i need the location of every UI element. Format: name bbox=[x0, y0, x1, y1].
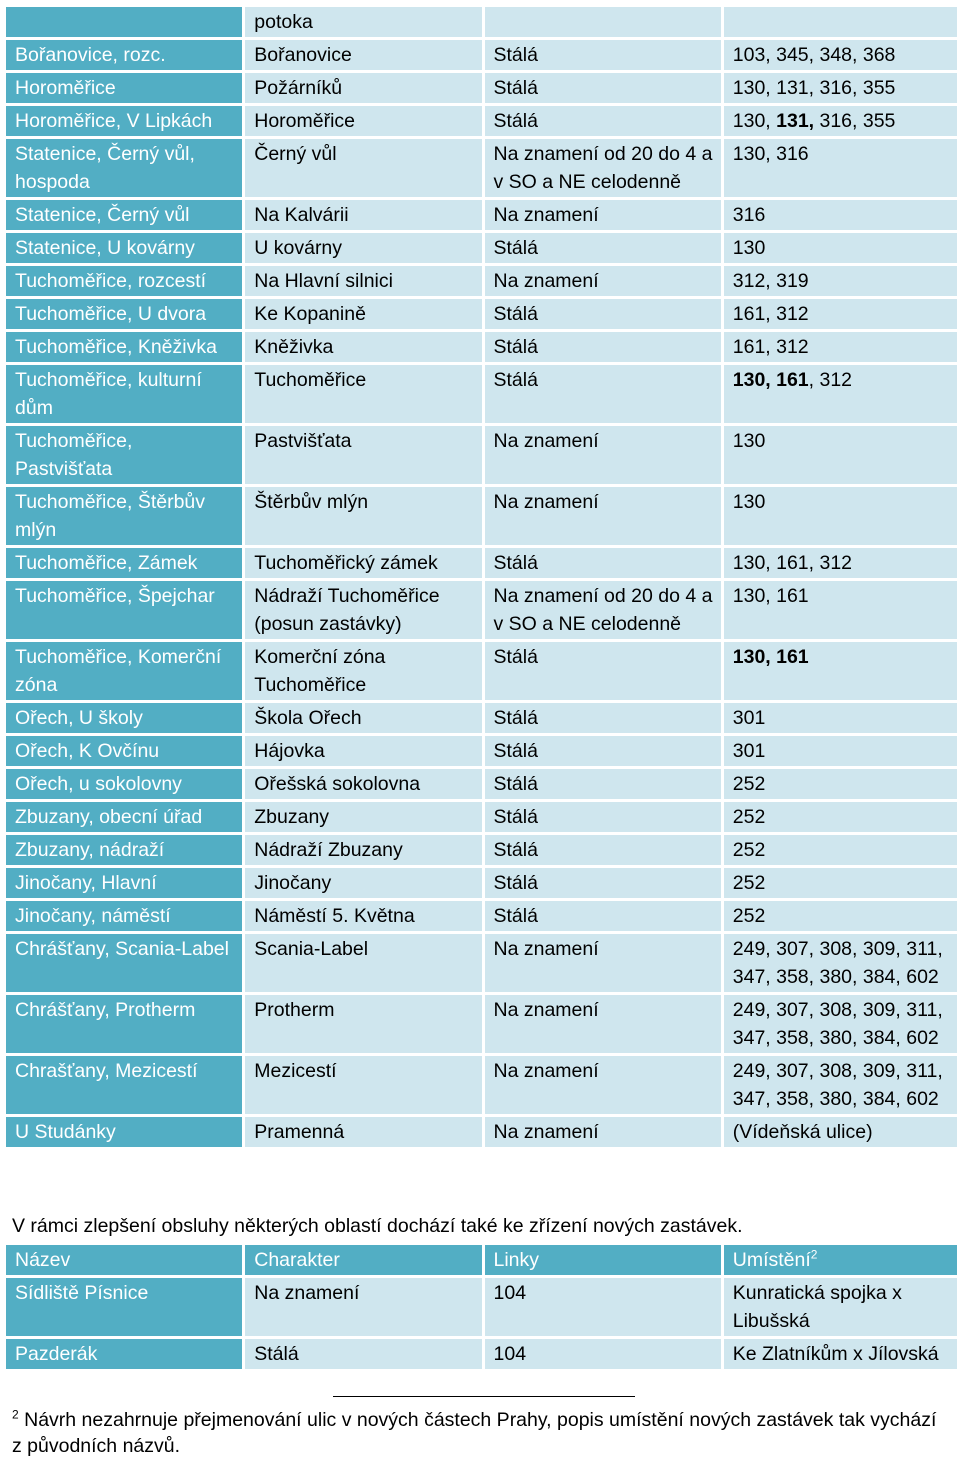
stop-lines: 301 bbox=[724, 703, 957, 733]
table-row bbox=[6, 106, 957, 136]
lines-part: , 312 bbox=[808, 369, 853, 391]
stop-type: Na znamení bbox=[485, 1056, 721, 1114]
stop-name: Tuchoměřice bbox=[245, 365, 481, 423]
stop-name: Náměstí 5. Května bbox=[245, 901, 481, 931]
stop-lines: 252 bbox=[724, 868, 957, 898]
header-location bbox=[724, 1245, 957, 1275]
new-stop-name: Pazderák bbox=[6, 1339, 242, 1369]
stop-type: Stálá bbox=[485, 769, 721, 799]
table-row bbox=[6, 233, 957, 263]
table-row bbox=[6, 426, 957, 484]
stop-location: Chrašťany, Mezicestí bbox=[6, 1056, 242, 1114]
stop-name: Pastvišťata bbox=[245, 426, 481, 484]
stop-location bbox=[6, 7, 242, 37]
stop-location: Chrášťany, Protherm bbox=[6, 995, 242, 1053]
table-row bbox=[6, 1278, 957, 1336]
stop-type: Stálá bbox=[485, 332, 721, 362]
header-lines: Linky bbox=[485, 1245, 721, 1275]
stop-location: Tuchoměřice, Komerční zóna bbox=[6, 642, 242, 700]
lines-bold-part: 131, bbox=[776, 110, 815, 132]
stop-type: Stálá bbox=[485, 835, 721, 865]
stop-location: Tuchoměřice, kulturní dům bbox=[6, 365, 242, 423]
stop-lines: 249, 307, 308, 309, 311, 347, 358, 380, 384, 602 bbox=[724, 1056, 957, 1114]
stop-lines: 252 bbox=[724, 769, 957, 799]
stop-name: Černý vůl bbox=[245, 139, 481, 197]
stop-type: Na znamení od 20 do 4 a v SO a NE celodenně bbox=[485, 581, 721, 639]
stop-type: Na znamení od 20 do 4 a v SO a NE celodenně bbox=[485, 139, 721, 197]
stop-lines: 249, 307, 308, 309, 311, 347, 358, 380, 384, 602 bbox=[724, 995, 957, 1053]
stop-name: U kovárny bbox=[245, 233, 481, 263]
stop-type: Na znamení bbox=[485, 995, 721, 1053]
stop-type: Stálá bbox=[485, 233, 721, 263]
stop-type: Stálá bbox=[485, 106, 721, 136]
stop-type: Stálá bbox=[485, 73, 721, 103]
stop-location: Chrášťany, Scania-Label bbox=[6, 934, 242, 992]
stop-location: Tuchoměřice, Štěrbův mlýn bbox=[6, 487, 242, 545]
stops-table bbox=[3, 4, 960, 1150]
stop-type: Stálá bbox=[485, 365, 721, 423]
stop-lines bbox=[724, 106, 957, 136]
stop-location: Tuchoměřice, Kněživka bbox=[6, 332, 242, 362]
table-row bbox=[6, 901, 957, 931]
stop-location: Tuchoměřice, Zámek bbox=[6, 548, 242, 578]
stop-name: Komerční zóna Tuchoměřice bbox=[245, 642, 481, 700]
stop-type: Na znamení bbox=[485, 1117, 721, 1147]
stop-lines: 252 bbox=[724, 835, 957, 865]
stop-lines bbox=[724, 7, 957, 37]
stop-lines: 252 bbox=[724, 901, 957, 931]
stop-lines: 301 bbox=[724, 736, 957, 766]
stop-lines: 312, 319 bbox=[724, 266, 957, 296]
table-row bbox=[6, 995, 957, 1053]
stop-name: Horoměřice bbox=[245, 106, 481, 136]
stop-type: Na znamení bbox=[485, 266, 721, 296]
stop-location: Horoměřice bbox=[6, 73, 242, 103]
stop-location: Horoměřice, V Lipkách bbox=[6, 106, 242, 136]
table-row bbox=[6, 200, 957, 230]
table-row bbox=[6, 1117, 957, 1147]
table-row bbox=[6, 835, 957, 865]
new-stops-table bbox=[3, 1242, 960, 1372]
stop-type bbox=[485, 7, 721, 37]
new-stop-name: Sídliště Písnice bbox=[6, 1278, 242, 1336]
footnote-text: Návrh nezahrnuje přejmenování ulic v nových částech Prahy, popis umístění nových zastávek tak vychází z původních názvů. bbox=[12, 1409, 937, 1457]
stop-name: Požárníků bbox=[245, 73, 481, 103]
new-stop-location: Ke Zlatníkům x Jílovská bbox=[724, 1339, 957, 1369]
header-character: Charakter bbox=[245, 1245, 481, 1275]
stop-name: Škola Ořech bbox=[245, 703, 481, 733]
table-header-row bbox=[6, 1245, 957, 1275]
stop-type: Na znamení bbox=[485, 934, 721, 992]
table-row bbox=[6, 299, 957, 329]
stop-lines: 252 bbox=[724, 802, 957, 832]
stop-lines: (Vídeňská ulice) bbox=[724, 1117, 957, 1147]
stop-location: Statenice, Černý vůl bbox=[6, 200, 242, 230]
new-stop-lines: 104 bbox=[485, 1278, 721, 1336]
table-row bbox=[6, 139, 957, 197]
stop-lines: 249, 307, 308, 309, 311, 347, 358, 380, 384, 602 bbox=[724, 934, 957, 992]
stop-name: Jinočany bbox=[245, 868, 481, 898]
table-row bbox=[6, 548, 957, 578]
stop-lines bbox=[724, 365, 957, 423]
stop-location: Zbuzany, obecní úřad bbox=[6, 802, 242, 832]
stop-lines: 161, 312 bbox=[724, 299, 957, 329]
table-row bbox=[6, 266, 957, 296]
new-stop-character: Na znamení bbox=[245, 1278, 481, 1336]
stop-name: Bořanovice bbox=[245, 40, 481, 70]
stop-type: Stálá bbox=[485, 868, 721, 898]
stop-name: Scania-Label bbox=[245, 934, 481, 992]
stop-type: Stálá bbox=[485, 736, 721, 766]
stop-lines: 130 bbox=[724, 426, 957, 484]
table-row bbox=[6, 1056, 957, 1114]
stop-location: Tuchoměřice, U dvora bbox=[6, 299, 242, 329]
table-row bbox=[6, 332, 957, 362]
stop-name: Nádraží Tuchoměřice (posun zastávky) bbox=[245, 581, 481, 639]
table-row bbox=[6, 703, 957, 733]
stop-lines: 130, 131, 316, 355 bbox=[724, 73, 957, 103]
table-row bbox=[6, 642, 957, 700]
stop-type: Na znamení bbox=[485, 200, 721, 230]
lines-part: 130, bbox=[732, 110, 777, 132]
stop-name: Nádraží Zbuzany bbox=[245, 835, 481, 865]
stop-type: Stálá bbox=[485, 299, 721, 329]
stop-lines: 130, 161 bbox=[724, 581, 957, 639]
stop-location: Zbuzany, nádraží bbox=[6, 835, 242, 865]
table-row bbox=[6, 868, 957, 898]
stop-location: Ořech, u sokolovny bbox=[6, 769, 242, 799]
stop-location: Tuchoměřice, rozcestí bbox=[6, 266, 242, 296]
new-stop-lines: 104 bbox=[485, 1339, 721, 1369]
table-row bbox=[6, 365, 957, 423]
stop-name: Pramenná bbox=[245, 1117, 481, 1147]
stop-lines: 130, 161, 312 bbox=[724, 548, 957, 578]
footnote-separator bbox=[333, 1396, 635, 1397]
stop-name: Ke Kopanině bbox=[245, 299, 481, 329]
stop-name: Tuchoměřický zámek bbox=[245, 548, 481, 578]
stop-name: Hájovka bbox=[245, 736, 481, 766]
stop-lines: 130 bbox=[724, 233, 957, 263]
stop-location: Tuchoměřice, Pastvišťata bbox=[6, 426, 242, 484]
footnote-mark: 2 bbox=[12, 1407, 19, 1422]
stop-type: Stálá bbox=[485, 901, 721, 931]
stop-type: Stálá bbox=[485, 642, 721, 700]
stop-location: Jinočany, Hlavní bbox=[6, 868, 242, 898]
stop-type: Stálá bbox=[485, 40, 721, 70]
stop-type: Na znamení bbox=[485, 487, 721, 545]
header-name: Název bbox=[6, 1245, 242, 1275]
stop-name: Zbuzany bbox=[245, 802, 481, 832]
lines-bold-part: 130, 161 bbox=[732, 369, 809, 391]
stop-location: Bořanovice, rozc. bbox=[6, 40, 242, 70]
stop-name: Na Kalvárii bbox=[245, 200, 481, 230]
stop-name: Na Hlavní silnici bbox=[245, 266, 481, 296]
stop-location: Jinočany, náměstí bbox=[6, 901, 242, 931]
stop-location: U Studánky bbox=[6, 1117, 242, 1147]
new-stop-location: Kunratická spojka x Libušská bbox=[724, 1278, 957, 1336]
new-stops-note: V rámci zlepšení obsluhy některých oblastí dochází také ke zřízení nových zastávek. bbox=[12, 1215, 743, 1237]
stop-type: Na znamení bbox=[485, 426, 721, 484]
stop-lines: 103, 345, 348, 368 bbox=[724, 40, 957, 70]
table-row bbox=[6, 1339, 957, 1369]
stop-lines: 130 bbox=[724, 487, 957, 545]
table-row bbox=[6, 769, 957, 799]
stop-location: Tuchoměřice, Špejchar bbox=[6, 581, 242, 639]
table-row bbox=[6, 487, 957, 545]
stop-name: Ořešská sokolovna bbox=[245, 769, 481, 799]
stop-location: Statenice, Černý vůl, hospoda bbox=[6, 139, 242, 197]
stop-lines: 161, 312 bbox=[724, 332, 957, 362]
stop-lines: 130, 161 bbox=[724, 642, 957, 700]
stop-lines: 130, 316 bbox=[724, 139, 957, 197]
stop-name: Mezicestí bbox=[245, 1056, 481, 1114]
footnote bbox=[12, 1407, 942, 1459]
new-stop-character: Stálá bbox=[245, 1339, 481, 1369]
stop-name: Štěrbův mlýn bbox=[245, 487, 481, 545]
stop-lines: 316 bbox=[724, 200, 957, 230]
stop-type: Stálá bbox=[485, 548, 721, 578]
table-row bbox=[6, 40, 957, 70]
table-row bbox=[6, 802, 957, 832]
footnote-ref: 2 bbox=[810, 1247, 818, 1262]
header-location-label: Umístění bbox=[732, 1249, 811, 1271]
stop-type: Stálá bbox=[485, 703, 721, 733]
table-row bbox=[6, 7, 957, 37]
stop-location: Ořech, K Ovčínu bbox=[6, 736, 242, 766]
stop-type: Stálá bbox=[485, 802, 721, 832]
stop-location: Ořech, U školy bbox=[6, 703, 242, 733]
table-row bbox=[6, 581, 957, 639]
stop-location: Statenice, U kovárny bbox=[6, 233, 242, 263]
table-row bbox=[6, 73, 957, 103]
stop-name: potoka bbox=[245, 7, 481, 37]
stop-name: Kněživka bbox=[245, 332, 481, 362]
stop-name: Protherm bbox=[245, 995, 481, 1053]
lines-part: 316, 355 bbox=[814, 110, 896, 132]
table-row bbox=[6, 736, 957, 766]
table-row bbox=[6, 934, 957, 992]
